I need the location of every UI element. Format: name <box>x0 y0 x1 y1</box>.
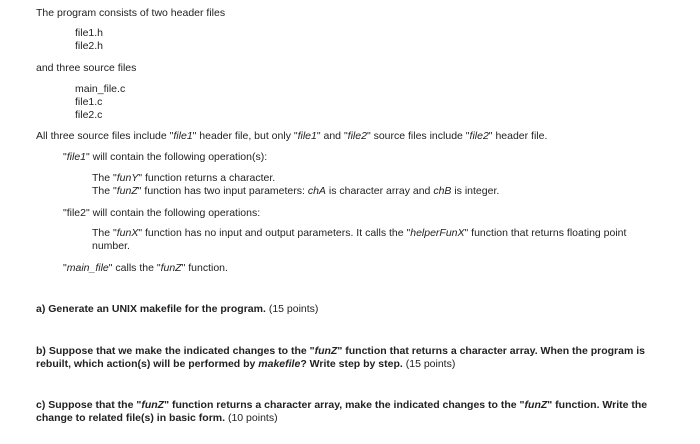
question-b-funZ: funZ <box>314 345 338 357</box>
question-b-text-3: ? Write step by step. <box>300 358 403 370</box>
funX-description <box>92 227 652 253</box>
question-b-text-2: " function that returns a character array. When the program is rebuilt, which action(s) will be performed by <box>36 345 645 370</box>
question-a-text: a) Generate an UNIX makefile for the program. <box>36 303 266 315</box>
header-file-2: file2.h <box>75 40 104 52</box>
question-c-text-3: " function. Write the change to related file(s) in basic form. <box>36 399 648 424</box>
funX-helper-name: helperFunX <box>410 227 465 239</box>
question-c-funZ-2: funZ <box>524 399 548 411</box>
include-file1-a: file1 <box>173 130 193 142</box>
main-funZ-name: funZ <box>160 262 182 274</box>
include-text-i: " header file. <box>488 130 548 142</box>
main-quote: " <box>63 262 67 274</box>
question-b <box>36 345 664 371</box>
question-a-points: (15 points) <box>265 303 319 315</box>
include-file1-b: file1 <box>297 130 317 142</box>
funZ-param-chA: chA <box>307 185 326 197</box>
funX-text-a: The " <box>92 227 117 239</box>
file1-rest: " will contain the following operation(s): <box>86 151 268 163</box>
question-c-text-1: c) Suppose that the " <box>36 399 142 411</box>
question-c <box>36 399 664 425</box>
funY-name: funY <box>116 172 139 184</box>
question-b-makefile: makefile <box>258 358 301 370</box>
funX-text-c: " function that returns floating point number. <box>92 227 627 252</box>
question-c-points: (10 points) <box>225 412 278 424</box>
question-b-points: (15 points) <box>402 358 456 370</box>
question-a <box>36 303 318 316</box>
funX-text-b: " function has no input and output parameters. It calls the " <box>138 227 411 239</box>
funZ-text-d: is integer. <box>451 185 500 197</box>
funZ-name: funZ <box>116 185 138 197</box>
main-text-mid: " calls the " <box>108 262 161 274</box>
include-text-a: All three source files include " <box>36 130 174 142</box>
funY-text-b: " function returns a character. <box>138 172 276 184</box>
funZ-text-b: " function has two input parameters: <box>137 185 308 197</box>
main-file-name: main_file <box>66 262 109 274</box>
include-file2-b: file2 <box>469 130 489 142</box>
funY-description <box>92 172 275 185</box>
funZ-text-c: is character array and <box>325 185 434 197</box>
include-file2-a: file2 <box>347 130 367 142</box>
intro-text: The program consists of two header files <box>36 7 226 19</box>
header-file-1: file1.h <box>75 27 104 39</box>
funZ-text-a: The " <box>92 185 117 197</box>
file1-quote: " <box>63 151 67 163</box>
funZ-description <box>92 185 499 198</box>
source-files-heading: and three source files <box>36 62 137 74</box>
source-file-3: file2.c <box>75 109 103 121</box>
source-file-2: file1.c <box>75 96 103 108</box>
source-file-1: main_file.c <box>75 83 126 95</box>
include-text-g: " source files include " <box>366 130 470 142</box>
main-text-end: " function. <box>181 262 228 274</box>
funX-name: funX <box>116 227 139 239</box>
include-statement <box>36 130 547 143</box>
main-file-calls <box>63 262 228 275</box>
include-text-e: " and " <box>316 130 348 142</box>
funY-text-a: The " <box>92 172 117 184</box>
question-b-text-1: b) Suppose that we make the indicated changes to the " <box>36 345 315 357</box>
include-text-c: " header file, but only " <box>192 130 298 142</box>
file2-contents-heading: "file2" will contain the following operations: <box>63 207 261 219</box>
question-c-funZ-1: funZ <box>141 399 165 411</box>
question-c-text-2: " function returns a character array, make the indicated changes to the " <box>164 399 525 411</box>
funZ-param-chB: chB <box>433 185 452 197</box>
file1-contents-heading <box>63 151 267 164</box>
file1-name: file1 <box>66 151 86 163</box>
